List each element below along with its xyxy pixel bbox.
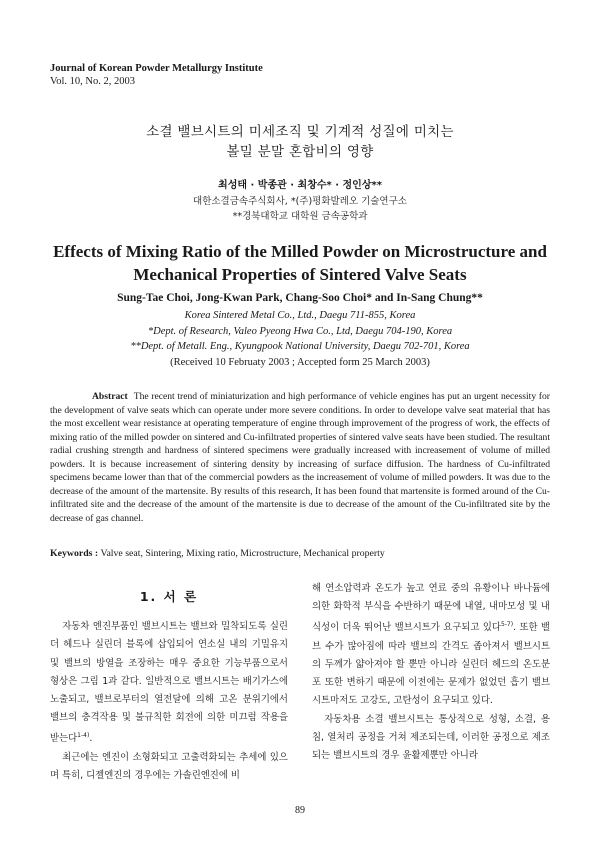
right-paragraph-1-ref: 5-7) [500, 621, 514, 629]
journal-header [50, 62, 263, 88]
english-affiliation-2: *Dept. of Research, Valeo Pyeong Hwa Co., Ltd, Daegu 704-190, Korea [147, 325, 453, 337]
english-title [0, 240, 600, 286]
right-column [312, 580, 550, 765]
english-authors: Sung-Tae Choi, Jong-Kwan Park, Chang-Soo Choi* and In-Sang Chung** [117, 292, 483, 304]
english-affiliation-1: Korea Sintered Metal Co., Ltd., Daegu 711-855, Korea [184, 310, 416, 321]
korean-title-line2: 볼밀 분말 혼합비의 영향 [226, 144, 374, 160]
journal-volume: Vol. 10, No. 2, 2003 [50, 76, 135, 87]
abstract-text: The recent trend of miniaturization and high performance of vehicle engines has put an urgent necessity for the development of valve seats which can operate under more severe conditions. In order to develope valve seat material that has the most excellent wear resistance at operating temperature of engine through improvement of the progress of work, the effects of mixing ratio of the milled powder on sintered and Cu-infiltrated properties of sintered valve seats have been studied. The resultant radial crushing strength and hardness of sintered specimens were gradually increased with increasement of volume of milled powders. It is because increasement of sintering density by increasing of surface diffusion. The hardness of Cu-infiltrated specimens became lower than that of the commercial powders as the increasement of volume of milled powders. It was due to the decrease of the amount of the martensite. By results of this research, It has been found that martensite is formed around of the Cu-infiltrated site and the decrease of the amount of the martensite is due to decrease of the amount of the Cu-infiltrated site by the decrease of gas channel. [50, 391, 550, 524]
keywords-label: Keywords : [50, 548, 99, 559]
abstract [50, 390, 550, 525]
left-paragraph-1 [50, 618, 288, 749]
korean-affiliation-1: 대한소결금속주식회사, *(주)평화발레오 기술연구소 [193, 196, 407, 207]
english-title-line2: Mechanical Properties of Sintered Valve Seats [133, 265, 467, 284]
left-column [50, 580, 288, 785]
left-paragraph-2: 최근에는 엔진이 소형화되고 고출력화되는 추세에 있으며 특히, 디젤엔진의 경우에는 가솔린엔진에 비 [50, 751, 288, 781]
received-date: (Received 10 Februaty 2003 ; Accepted form 25 March 2003) [170, 356, 430, 368]
korean-affiliation-2: **경북대학교 대학원 금속공학과 [232, 211, 368, 222]
english-affiliations [0, 308, 600, 370]
korean-title-line1: 소결 밸브시트의 미세조직 및 기계적 성질에 미치는 [146, 124, 454, 140]
right-paragraph-1-end: . 또한 밸브 수가 많아짐에 따라 밸브의 간격도 좁아져서 밸브시트의 두께가 얇아져야 할 뿐만 아니라 실린더 헤드의 온도분포 또한 변하기 때문에 이전에는 문제가 없었던 흡기 밸브시트마저도 고강도, 고탄성이 요구되고 있다. [312, 622, 550, 707]
left-paragraph-1-end: . [89, 733, 93, 745]
english-affiliation-3: **Dept. of Metall. Eng., Kyungpook National University, Daegu 702-701, Korea [130, 341, 470, 352]
section-title: 1. 서 론 [139, 589, 199, 604]
page-number: 89 [295, 805, 305, 816]
journal-name: Journal of Korean Powder Metallurgy Institute [50, 63, 263, 74]
abstract-label: Abstract [92, 391, 128, 402]
keywords [50, 548, 550, 559]
korean-affiliations [0, 194, 600, 224]
right-paragraph-1 [312, 580, 550, 711]
right-paragraph-2: 자동차용 소결 밸브시트는 통상적으로 성형, 소결, 용침, 열처리 공정을 거쳐 제조되는데, 이러한 공정으로 제조되는 밸브시트의 경우 윤활제뿐만 아니라 [312, 713, 550, 761]
korean-title [0, 122, 600, 162]
keywords-text: Valve seat, Sintering, Mixing ratio, Microstructure, Mechanical property [100, 548, 385, 559]
left-paragraph-1-text: 자동차 엔진부품인 밸브시트는 밸브와 밀착되도록 실린더 헤드나 실린더 블록에 삽입되어 연소실 내의 기밀유지 및 밸브의 방열을 조장하는 매우 중요한 기능부품으로서 형상은 그림 1과 같다. 일반적으로 밸브시트는 배기가스에 노출되고, 밸브로부터의 열전달에 의해 고온 분위기에서 밸브의 충격작용 및 불규칙한 회전에 의한 미끄럼 작용을 받는다 [50, 621, 288, 745]
english-title-line1: Effects of Mixing Ratio of the Milled Powder on Microstructure and [53, 242, 547, 261]
right-paragraph-1-text: 해 연소압력과 온도가 높고 연료 중의 유황이나 바나듐에 의한 화학적 부식을 수반하기 때문에 내열, 내마모성 및 내식성이 더욱 뛰어난 밸브시트가 요구되고 있다 [312, 583, 550, 634]
korean-authors: 최성태 · 박종관 · 최창수* · 정인상** [218, 180, 382, 191]
left-paragraph-1-ref: 1-4) [77, 732, 90, 740]
